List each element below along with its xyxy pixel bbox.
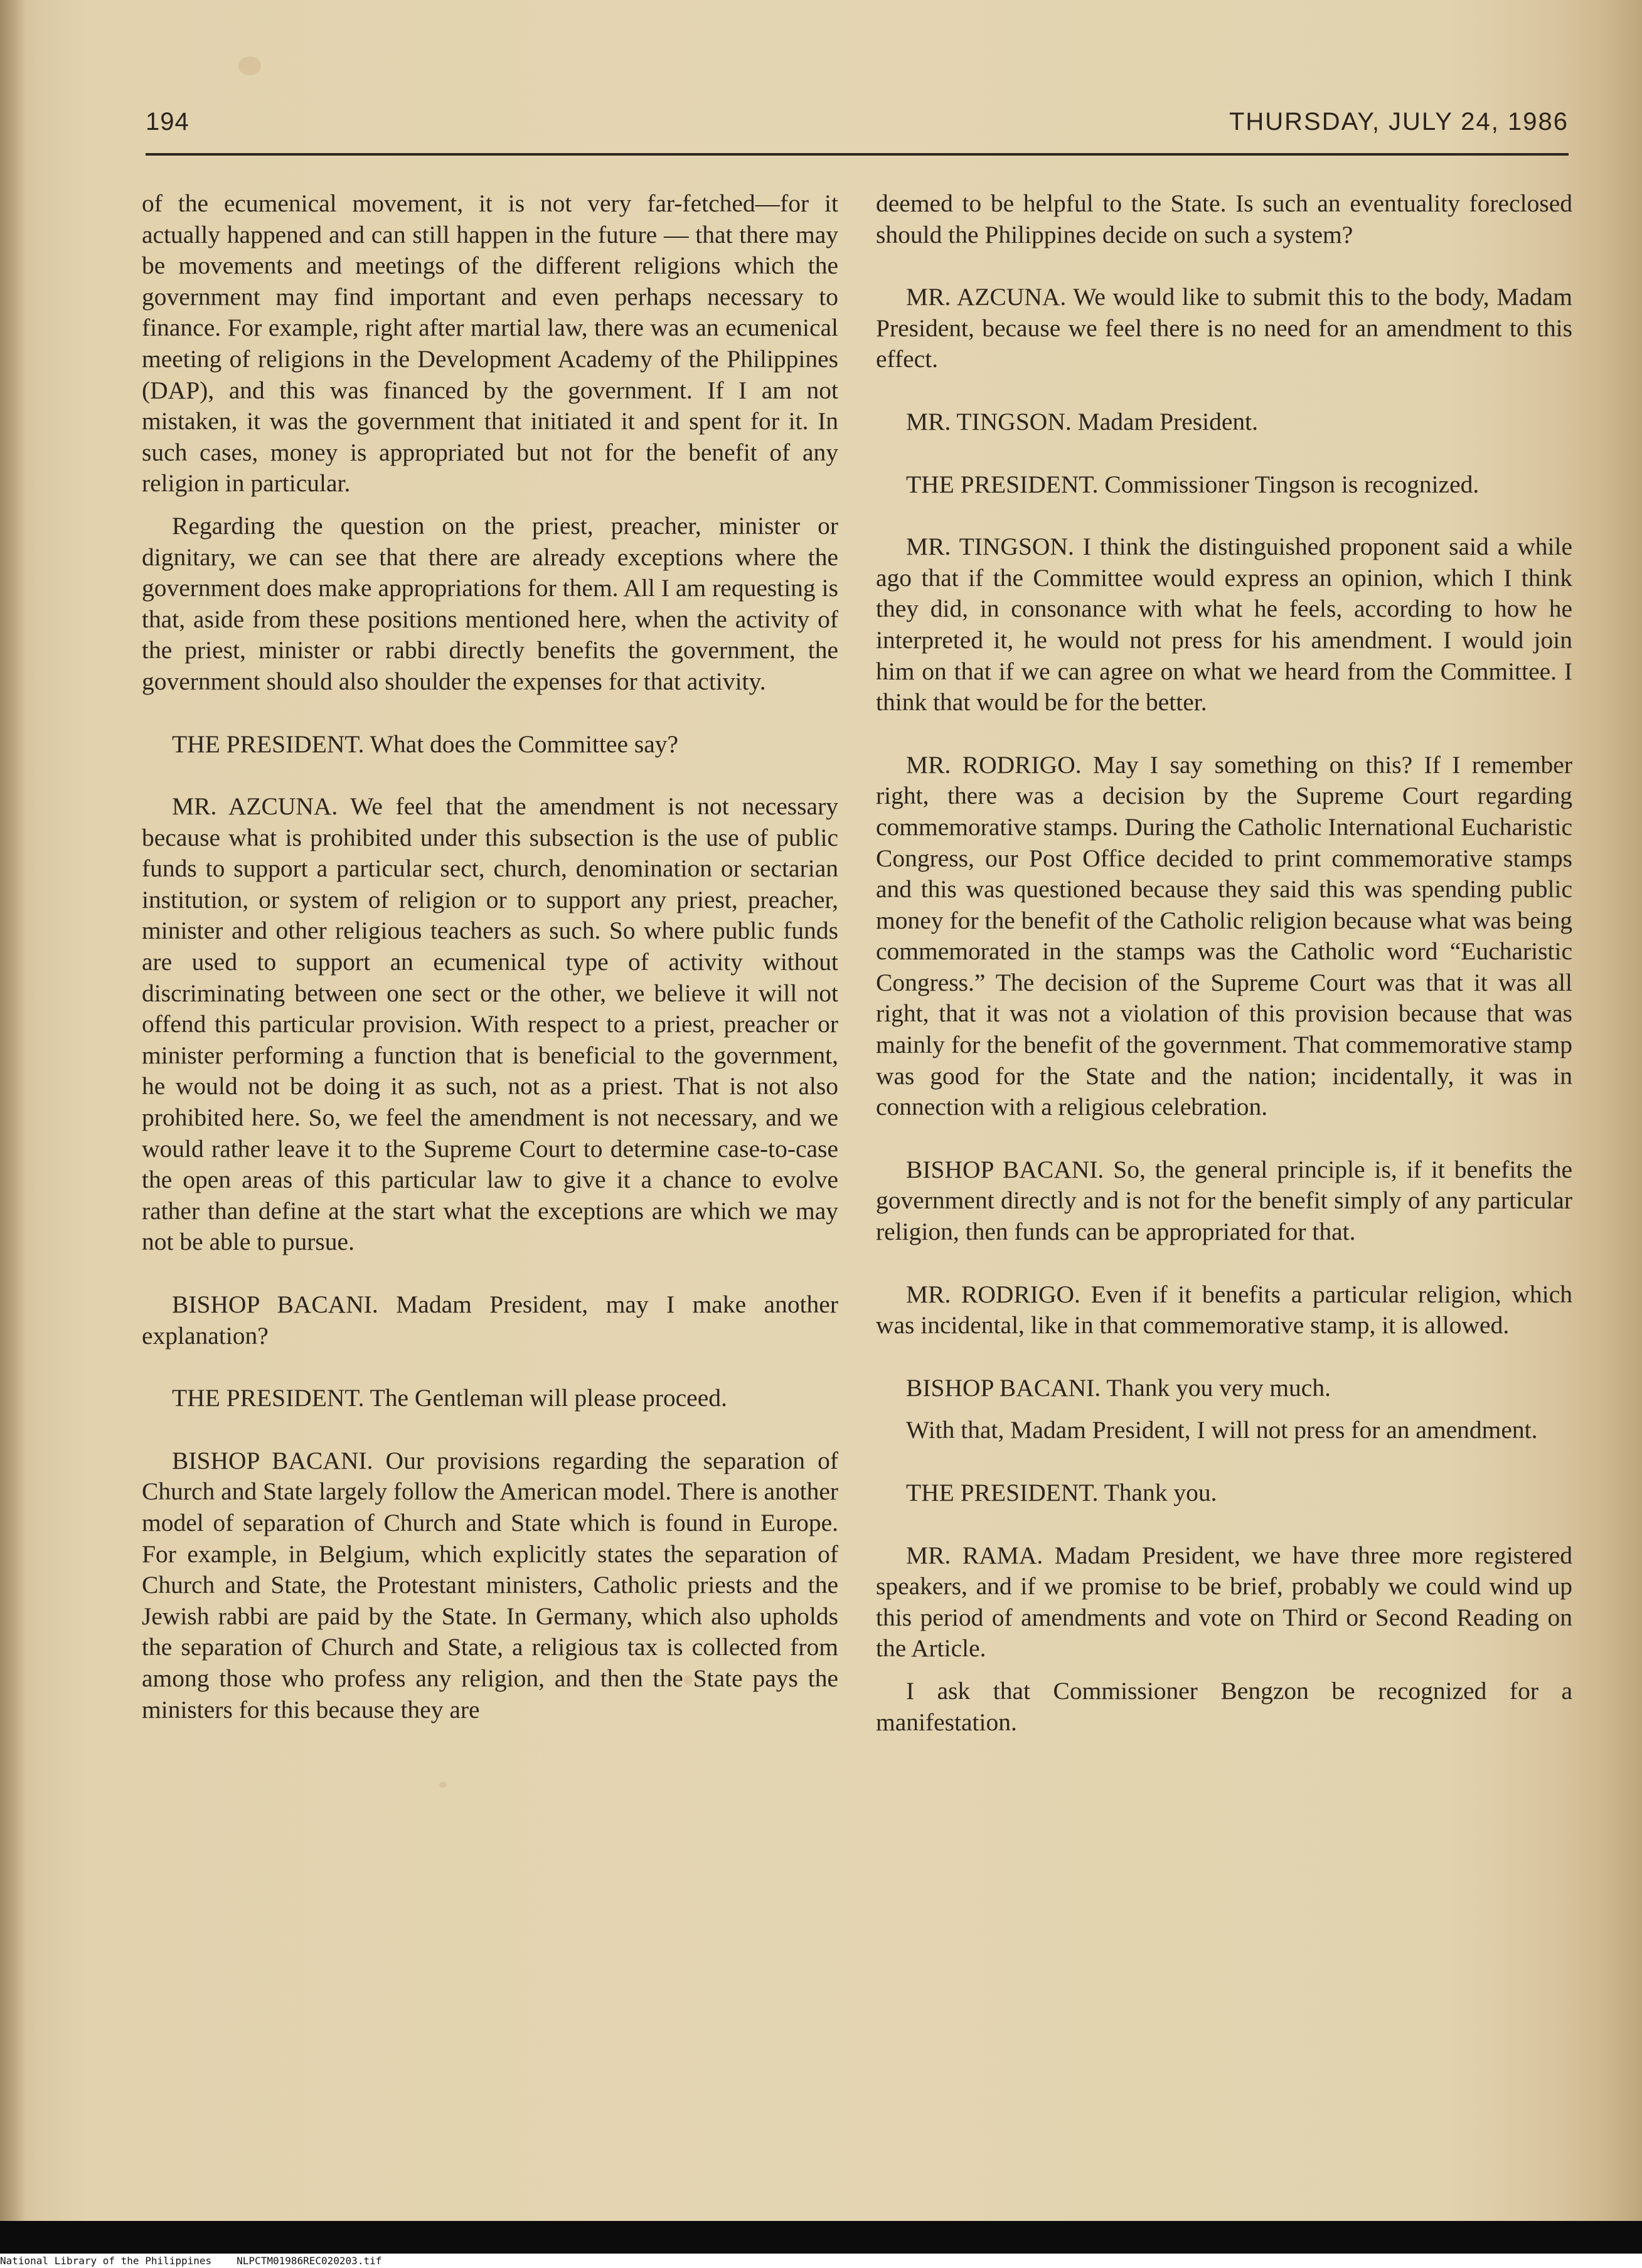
header-rule — [146, 153, 1569, 156]
speaker-paragraph: THE PRESIDENT. What does the Committee say? — [172, 730, 679, 758]
paragraph: With that, Madam President, I will not press for an amendment. — [906, 1416, 1538, 1444]
speaker-paragraph: MR. RODRIGO. Even if it benefits a particular religion, which was incidental, like in that commemorative stamp, it is allowed. — [876, 1280, 1572, 1339]
paragraph: I ask that Commissioner Bengzon be recognized for a manifestation. — [876, 1676, 1572, 1736]
running-date: THURSDAY, JULY 24, 1986 — [1229, 108, 1569, 136]
running-header — [146, 108, 1569, 146]
page-number: 194 — [146, 108, 189, 136]
speaker-paragraph: THE PRESIDENT. Commissioner Tingson is recognized. — [906, 470, 1479, 498]
speaker-paragraph: BISHOP BACANI. Thank you very much. — [906, 1373, 1331, 1402]
scan-footer — [0, 2254, 1642, 2268]
speaker-paragraph: MR. TINGSON. Madam President. — [906, 407, 1259, 435]
speaker-paragraph: BISHOP BACANI. So, the general principle is, if it benefits the government directly and is not for the benefit simply of any particular religion, then funds can be appropriated for that. — [876, 1155, 1572, 1246]
speaker-paragraph: MR. RAMA. Madam President, we have three more registered speakers, and if we promise to be brief, probably we could wind up this period of amendments and vote on Third or Second Reading on the Article. — [876, 1541, 1572, 1663]
paragraph: of the ecumenical movement, it is not very far-fetched—for it actually happened and can still happen in the future — that there may be movements and meetings of the different religions which the government may find important and even perhaps necessary to finance. For example, right after martial law, there was an ecumenical meeting of religions in the Development Academy of the Philippines (DAP), and this was financed by the government. If I am not mistaken, it was the government that initiated it and spent for it. In such cases, money is appropriated but not for the benefit of any religion in particular. — [142, 189, 838, 498]
scan-filename: NLPCTM01986REC020203.tif — [237, 2255, 382, 2267]
paper-stain — [238, 56, 261, 75]
speaker-paragraph: MR. AZCUNA. We feel that the amendment is not necessary because what is prohibited under this subsection is the use of public funds to support a particular sect, church, denomination or sectarian institution, or system of religion or to support any priest, preacher, minister and other religious teachers as such. So where public funds are used to support an ecumenical type of activity without discriminating between one sect or the other, we believe it will not offend this particular provision. With respect to a priest, preacher or minister performing a function that is beneficial to the government, he would not be doing it as such, not as a priest. That is not also prohibited here. So, we feel the amendment is not necessary, and we would rather leave it to the Supreme Court to determine case-to-case the open areas of this particular law to give it a chance to evolve rather than define at the start what the exceptions are which we may not be able to pursue. — [142, 792, 838, 1256]
speaker-paragraph: MR. AZCUNA. We would like to submit this to the body, Madam President, because we feel there is no need for an amendment to this effect. — [876, 283, 1572, 373]
speaker-paragraph: MR. TINGSON. I think the distinguished proponent said a while ago that if the Committee would express an opinion, which I think they did, in consonance with what he feels, according to how he interpreted it, he would not press for his amendment. I would join him on that if we can agree on what we heard from the Committee. I think that would be for the better. — [876, 533, 1572, 716]
book-spine-shadow — [0, 0, 25, 2221]
paper-stain — [439, 1782, 447, 1788]
paragraph: deemed to be helpful to the State. Is such an eventuality foreclosed should the Philippines decide on such a system? — [876, 189, 1572, 248]
left-column — [142, 188, 838, 1725]
speaker-paragraph: MR. RODRIGO. May I say something on this? If I remember right, there was a decision by the Supreme Court regarding commemorative stamps. During the Catholic International Eucharistic Congress, our Post Office decided to print commemorative stamps and this was questioned because they said this was spending public money for the benefit of the Catholic religion because what was being commemorated in the stamps was the Catholic word “Eucharistic Congress.” The decision of the Supreme Court was that it was all right, that it was not a violation of this provision because that was mainly for the benefit of the government. That commemorative stamp was good for the State and the nation; incidentally, it was in connection with a religious celebration. — [876, 750, 1572, 1121]
speaker-paragraph: BISHOP BACANI. Our provisions regarding the separation of Church and State largely follow the American model. There is another model of separation of Church and State which is found in Europe. For example, in Belgium, which explicitly states the separation of Church and State, the Protestant ministers, Catholic priests and the Jewish rabbi are paid by the State. In Germany, which also upholds the separation of Church and State, a religious tax is collected from among those who profess any religion, and then the State pays the ministers for this because they are — [142, 1446, 838, 1723]
speaker-paragraph: THE PRESIDENT. The Gentleman will please proceed. — [172, 1384, 727, 1412]
library-credit: National Library of the Philippines — [0, 2255, 212, 2267]
right-column — [876, 188, 1572, 1738]
speaker-paragraph: BISHOP BACANI. Madam President, may I make another explanation? — [142, 1291, 838, 1350]
speaker-paragraph: THE PRESIDENT. Thank you. — [906, 1479, 1217, 1506]
paragraph: Regarding the question on the priest, preacher, minister or dignitary, we can see that there are already exceptions where the government does make appropriations for them. All I am requesting is that, aside from these positions mentioned here, when the activity of the priest, minister or rabbi directly benefits the government, the government should also shoulder the expenses for that activity. — [142, 511, 838, 695]
